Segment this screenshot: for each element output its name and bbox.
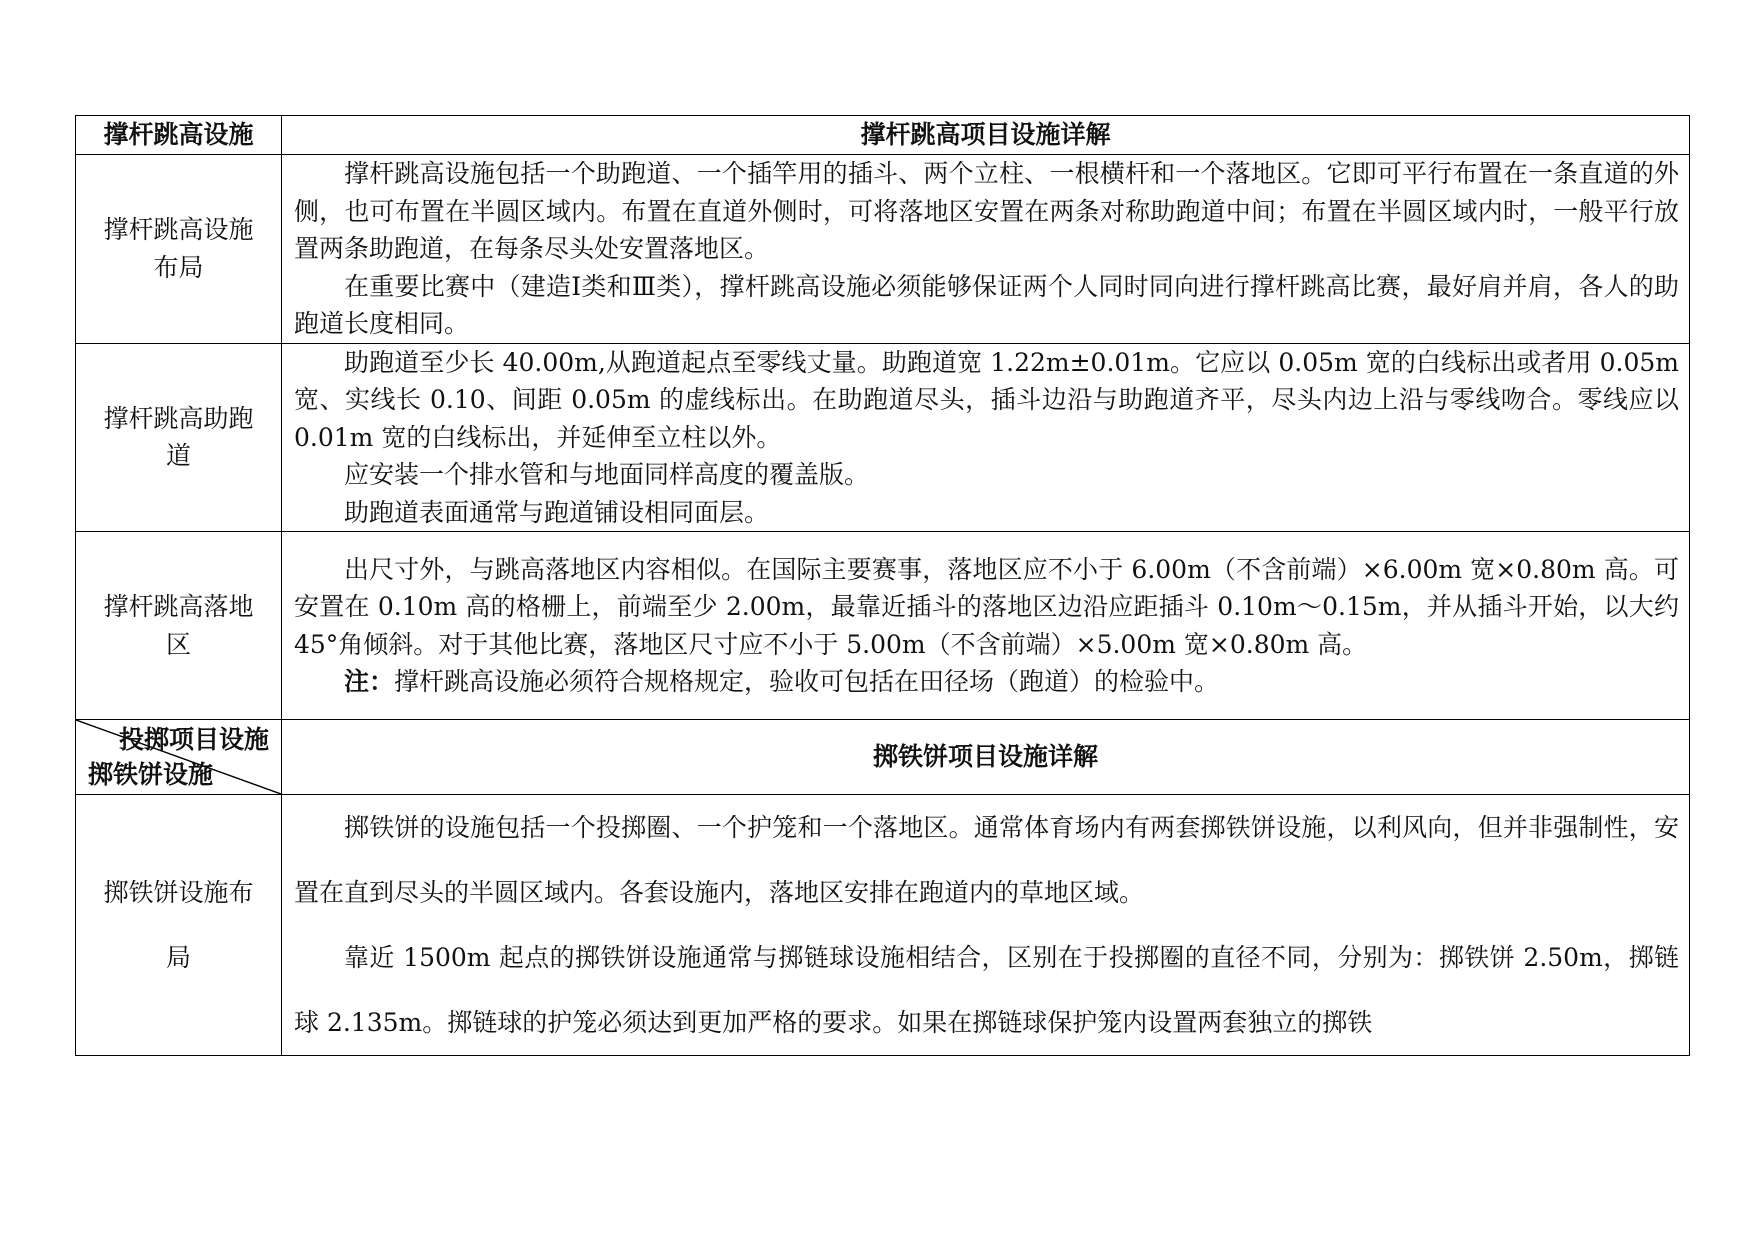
paragraph: 掷铁饼的设施包括一个投掷圈、一个护笼和一个落地区。通常体育场内有两套掷铁饼设施，以利风向，但并非强制性，安置在直到尽头的半圆区域内。各套设施内，落地区安排在跑道内的草地区域。 (294, 813, 1679, 907)
row-label-line: 撑杆跳高设施 (103, 215, 254, 245)
row-body-pole-vault-runway (282, 343, 1690, 532)
row-label-line: 区 (165, 629, 191, 659)
pole-vault-header-right: 撑杆跳高项目设施详解 (282, 116, 1690, 155)
table-row (76, 532, 1690, 720)
table-row (76, 343, 1690, 532)
table-row (76, 155, 1690, 344)
row-label-line: 撑杆跳高落地 (103, 592, 254, 621)
row-label-pole-vault-landing (76, 532, 282, 720)
paragraph: 出尺寸外，与跳高落地区内容相似。在国际主要赛事，落地区应不小于 6.00m（不含前端）×6.00m 宽×0.80m 高。可安置在 0.10m 高的格栅上，前端至少 2.00m，最靠近插斗的落地区边沿应距插斗 0.10m～0.15m，并从插斗开始，以大约 45°角倾斜。对于其他比赛，落地区尺寸应不小于 5.00m（不含前端）×5.00m 宽×0.80m 高。 (294, 554, 1679, 659)
row-label-line: 布局 (153, 252, 204, 282)
row-label-line: 局 (165, 943, 191, 972)
row-label-line: 掷铁饼设施布 (103, 878, 254, 907)
header-diag-bottom-label: 掷铁饼设施 (88, 760, 214, 789)
paragraph: 撑杆跳高设施包括一个助跑道、一个插竿用的插斗、两个立柱、一根横杆和一个落地区。它即可平行布置在一条直道的外侧，也可布置在半圆区域内。布置在直道外侧时，可将落地区安置在两条对称助跑道中间；布置在半圆区域内时，一般平行放置两条助跑道，在每条尽头处安置落地区。 (294, 159, 1679, 263)
row-label-pole-vault-runway (76, 343, 282, 532)
facilities-table (75, 115, 1690, 1056)
paragraph: 助跑道至少长 40.00m,从跑道起点至零线丈量。助跑道宽 1.22m±0.01m。它应以 0.05m 宽的白线标出或者用 0.05m 宽、实线长 0.10、间距 0.05m 的虚线标出。在助跑道尽头，插斗边沿与助跑道齐平，尽头内边上沿与零线吻合。零线应以 0.01m 宽的白线标出，并延伸至立柱以外。 (294, 347, 1679, 452)
header-diag-top-label: 投掷项目设施 (118, 725, 269, 754)
discus-header-row (76, 720, 1690, 795)
paragraph: 应安装一个排水管和与地面同样高度的覆盖版。 (344, 460, 870, 489)
row-body-pole-vault-landing (282, 532, 1690, 720)
paragraph: 助跑道表面通常与跑道铺设相同面层。 (344, 497, 770, 527)
row-label-pole-vault-layout (76, 155, 282, 344)
row-label-line: 撑杆跳高助跑 (103, 403, 254, 433)
pole-vault-header-left: 撑杆跳高设施 (76, 116, 282, 155)
paragraph: 在重要比赛中（建造Ⅰ类和Ⅲ类），撑杆跳高设施必须能够保证两个人同时同向进行撑杆跳高比赛，最好肩并肩，各人的助跑道长度相同。 (294, 271, 1679, 338)
row-body-discus-layout (282, 795, 1690, 1056)
row-label-discus-layout (76, 795, 282, 1056)
note-paragraph (294, 663, 1679, 701)
pole-vault-header-row (76, 116, 1690, 155)
row-label-line: 道 (165, 441, 191, 471)
discus-header-right: 掷铁饼项目设施详解 (282, 720, 1690, 795)
note-text: 撑杆跳高设施必须符合规格规定，验收可包括在田径场（跑道）的检验中。 (394, 667, 1220, 696)
note-label: 注： (344, 667, 395, 696)
table-row (76, 795, 1690, 1056)
paragraph: 靠近 1500m 起点的掷铁饼设施通常与掷链球设施相结合，区别在于投掷圈的直径不同，分别为：掷铁饼 2.50m，掷链球 2.135m。掷链球的护笼必须达到更加严格的要求。如果在掷链球保护笼内设置两套独立的掷铁 (294, 943, 1679, 1037)
row-body-pole-vault-layout (282, 155, 1690, 344)
discus-header-diagonal-cell (76, 720, 282, 795)
